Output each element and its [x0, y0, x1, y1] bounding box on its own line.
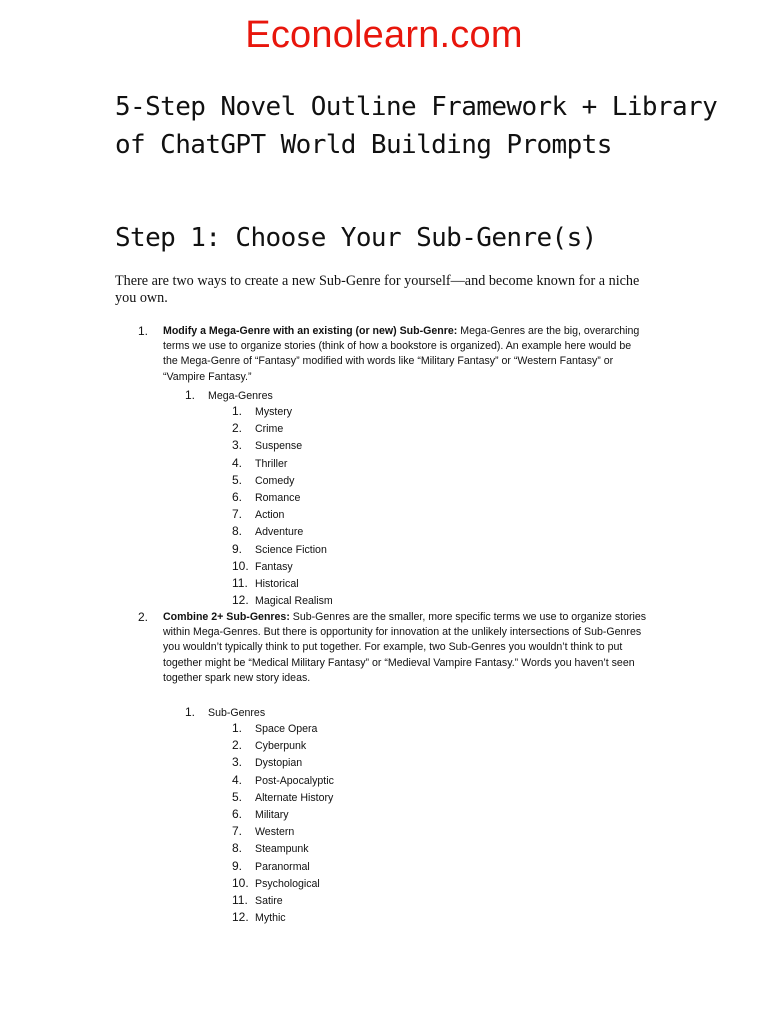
genre-label: Cyberpunk — [255, 740, 307, 753]
genre-label: Paranormal — [255, 860, 310, 873]
genre-label: Crime — [255, 423, 284, 436]
list-item — [232, 506, 333, 523]
list-number: 8. — [232, 841, 243, 856]
list-item — [232, 858, 334, 875]
list-number: 10. — [232, 875, 249, 890]
site-banner: Econolearn.com — [245, 14, 523, 56]
genre-label: Magical Realism — [255, 595, 333, 608]
document-title: 5-Step Novel Outline Framework + Library of ChatGPT World Building Prompts — [115, 92, 718, 160]
list-item-combine-sub-genres — [138, 610, 648, 686]
list-item-mega-genre — [138, 324, 648, 385]
list-item — [232, 472, 333, 489]
genre-label: Science Fiction — [255, 543, 327, 556]
item-body: Mega-Genres are the big, overarching terms we use to organize stories (think of how a bookstore is organized). An example here would be the Mega-Genre of “Fantasy” modified with words like “Military Fantasy” or “Western Fantasy” or “Vampire Fantasy.” — [163, 325, 640, 383]
list-item — [232, 403, 333, 420]
list-item — [232, 575, 333, 592]
list-number: 9. — [232, 541, 243, 556]
sub-number: 1. — [185, 705, 196, 719]
list-number: 6. — [232, 806, 243, 821]
list-item — [232, 420, 333, 437]
genre-label: Western — [255, 826, 295, 839]
list-item — [232, 592, 333, 609]
mega-genre-list — [232, 403, 333, 609]
list-number: 12. — [232, 910, 249, 925]
list-item — [232, 558, 333, 575]
list-number: 12. — [232, 593, 249, 608]
genre-label: Post-Apocalyptic — [255, 774, 334, 787]
list-item — [232, 489, 333, 506]
list-item — [232, 823, 334, 840]
list-number: 3. — [232, 755, 243, 770]
sub-number: 1. — [185, 388, 196, 402]
list-item — [232, 892, 334, 909]
sub-genre-list — [232, 720, 334, 926]
genre-label: Adventure — [255, 526, 304, 539]
item-number: 1. — [138, 324, 149, 338]
item-number: 2. — [138, 610, 149, 624]
genre-label: Mythic — [255, 912, 286, 925]
genre-label: Alternate History — [255, 791, 334, 804]
list-item — [232, 840, 334, 857]
sub-label: Sub-Genres — [208, 707, 266, 719]
list-number: 3. — [232, 438, 243, 453]
list-item — [232, 909, 334, 926]
item-heading: Modify a Mega-Genre with an existing (or new) Sub-Genre: — [163, 325, 458, 337]
list-number: 4. — [232, 455, 243, 470]
list-number: 8. — [232, 524, 243, 539]
list-item — [232, 455, 333, 472]
genre-label: Historical — [255, 577, 299, 590]
list-number: 9. — [232, 858, 243, 873]
genre-label: Dystopian — [255, 757, 303, 770]
item-text — [163, 610, 648, 686]
sublist-heading-mega-genres — [185, 387, 273, 404]
item-body: Sub-Genres are the smaller, more specific terms we use to organize stories within Mega-Genres. But there is opportunity for innovation at the unlikely intersections of Sub-Genres you wouldn’t typically think to put together. For example, two Sub-Genres you wouldn’t think to put together might be “Medical Military Fantasy” or “Medieval Vampire Fantasy.” Words you haven’t seen together spark new story ideas. — [163, 611, 647, 684]
list-number: 2. — [232, 738, 243, 753]
list-item — [232, 437, 333, 454]
genre-label: Psychological — [255, 877, 320, 890]
list-number: 10. — [232, 558, 249, 573]
list-number: 5. — [232, 472, 243, 487]
genre-label: Military — [255, 808, 289, 821]
genre-label: Mystery — [255, 406, 293, 418]
list-number: 5. — [232, 789, 243, 804]
list-item — [232, 737, 334, 754]
list-number: 2. — [232, 421, 243, 436]
list-item — [232, 720, 334, 737]
list-item — [232, 806, 334, 823]
sub-label: Mega-Genres — [208, 390, 273, 402]
list-item — [232, 789, 334, 806]
list-item — [232, 523, 333, 540]
genre-label: Space Opera — [255, 723, 318, 735]
list-number: 7. — [232, 824, 243, 839]
list-item — [232, 754, 334, 771]
list-item — [232, 875, 334, 892]
genre-label: Romance — [255, 491, 301, 504]
genre-label: Fantasy — [255, 560, 293, 573]
intro-paragraph: There are two ways to create a new Sub-Genre for yourself—and become known for a niche you own. — [115, 273, 640, 306]
list-item — [232, 772, 334, 789]
sublist-heading-sub-genres — [185, 704, 265, 721]
genre-label: Suspense — [255, 440, 303, 453]
list-number: 7. — [232, 507, 243, 522]
genre-label: Steampunk — [255, 843, 309, 856]
step-heading: Step 1: Choose Your Sub-Genre(s) — [115, 223, 597, 253]
genre-label: Action — [255, 509, 285, 522]
list-item — [232, 541, 333, 558]
genre-label: Satire — [255, 894, 283, 907]
item-heading: Combine 2+ Sub-Genres: — [163, 611, 290, 623]
list-number: 4. — [232, 772, 243, 787]
list-number: 1. — [232, 404, 243, 418]
genre-label: Comedy — [255, 474, 295, 487]
list-number: 11. — [232, 575, 248, 590]
list-number: 6. — [232, 489, 243, 504]
genre-label: Thriller — [255, 457, 288, 470]
list-number: 11. — [232, 892, 248, 907]
list-number: 1. — [232, 721, 243, 735]
item-text — [163, 324, 648, 385]
